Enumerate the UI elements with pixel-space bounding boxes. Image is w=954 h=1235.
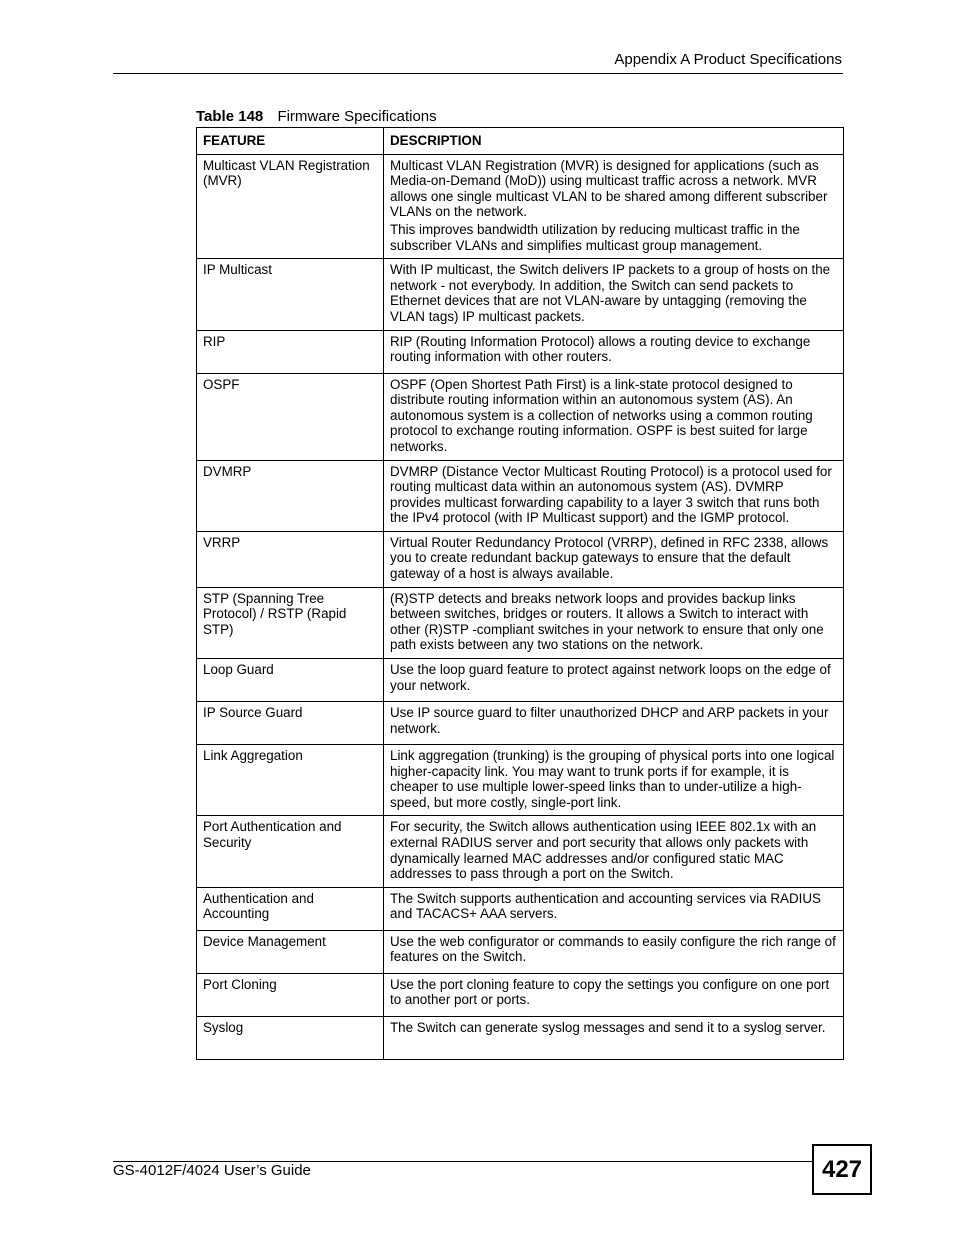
description-cell xyxy=(384,460,844,531)
description-cell xyxy=(384,373,844,460)
table-body xyxy=(197,154,844,1059)
feature-cell: Syslog xyxy=(197,1016,384,1059)
table-row xyxy=(197,745,844,816)
description-cell xyxy=(384,887,844,930)
description-cell xyxy=(384,1016,844,1059)
description-cell xyxy=(384,330,844,373)
table-row xyxy=(197,659,844,702)
feature-cell: STP (Spanning Tree Protocol) / RSTP (Rapid STP) xyxy=(197,587,384,658)
feature-cell: Port Cloning xyxy=(197,973,384,1016)
feature-cell: IP Multicast xyxy=(197,259,384,330)
description-paragraph: Link aggregation (trunking) is the grouping of physical ports into one logical higher-capacity link. You may want to trunk ports if for example, it is cheaper to use multiple lower-speed links than to under-utilize a high-speed, but more costly, single-port link. xyxy=(390,748,835,810)
description-paragraph: Use the web configurator or commands to easily configure the rich range of features on the Switch. xyxy=(390,933,836,965)
guide-title: GS-4012F/4024 User’s Guide xyxy=(113,1162,311,1179)
description-cell xyxy=(384,745,844,816)
running-header: Appendix A Product Specifications xyxy=(614,51,842,68)
table-row xyxy=(197,531,844,587)
table-row xyxy=(197,460,844,531)
feature-cell: IP Source Guard xyxy=(197,702,384,745)
feature-cell: Link Aggregation xyxy=(197,745,384,816)
table-row xyxy=(197,702,844,745)
table-row xyxy=(197,330,844,373)
description-cell xyxy=(384,702,844,745)
description-paragraph: (R)STP detects and breaks network loops and provides backup links between switches, bridges or routers. It allows a Switch to interact with other (R)STP -compliant switches in your network to ensure that only one path exists between any two stations on the network. xyxy=(390,590,824,653)
table-row xyxy=(197,259,844,330)
feature-cell: RIP xyxy=(197,330,384,373)
description-cell xyxy=(384,973,844,1016)
description-cell xyxy=(384,816,844,887)
feature-cell: OSPF xyxy=(197,373,384,460)
column-header-description: DESCRIPTION xyxy=(384,128,844,155)
description-cell xyxy=(384,531,844,587)
description-cell xyxy=(384,154,844,259)
table-caption-number: Table 148 xyxy=(196,108,264,125)
table-row xyxy=(197,930,844,973)
description-cell xyxy=(384,587,844,658)
description-paragraph: With IP multicast, the Switch delivers IP packets to a group of hosts on the network - not everybody. In addition, the Switch can send packets to Ethernet devices that are not VLAN-aware by untagging (removing the VLAN tags) IP multicast packets. xyxy=(390,262,831,324)
description-paragraph: Use the loop guard feature to protect against network loops on the edge of your network. xyxy=(390,662,831,693)
feature-cell: Port Authentication and Security xyxy=(197,816,384,887)
table-row xyxy=(197,1016,844,1059)
feature-cell: Loop Guard xyxy=(197,659,384,702)
firmware-spec-table xyxy=(196,127,844,1060)
feature-cell: VRRP xyxy=(197,531,384,587)
description-paragraph: This improves bandwidth utilization by reducing multicast traffic in the subscriber VLANs and simplifies multicast group management. xyxy=(390,221,800,253)
table-row xyxy=(197,587,844,658)
description-paragraph: Virtual Router Redundancy Protocol (VRRP), defined in RFC 2338, allows you to create redundant backup gateways to ensure that the default gateway of a host is always available. xyxy=(390,534,829,582)
table-row xyxy=(197,887,844,930)
description-paragraph: Use IP source guard to filter unauthorized DHCP and ARP packets in your network. xyxy=(390,705,829,736)
description-paragraph: The Switch can generate syslog messages and send it to a syslog server. xyxy=(390,1019,826,1035)
table-header-row xyxy=(197,128,844,155)
feature-cell: Device Management xyxy=(197,930,384,973)
page-number: 427 xyxy=(812,1144,872,1195)
description-paragraph: Multicast VLAN Registration (MVR) is designed for applications (such as Media-on-Demand (MoD)) using multicast traffic across a network. MVR allows one single multicast VLAN to be shared among different subscriber VLANs on the network. xyxy=(390,157,828,220)
table-caption-title: Firmware Specifications xyxy=(277,108,437,125)
table-row xyxy=(197,973,844,1016)
table-row xyxy=(197,373,844,460)
description-paragraph: The Switch supports authentication and accounting services via RADIUS and TACACS+ AAA servers. xyxy=(390,890,821,922)
feature-cell: Multicast VLAN Registration (MVR) xyxy=(197,154,384,259)
feature-cell: Authentication and Accounting xyxy=(197,887,384,930)
description-paragraph: For security, the Switch allows authentication using IEEE 802.1x with an external RADIUS server and port security that allows only packets with dynamically learned MAC addresses and/or configured static MAC addresses to pass through a port on the Switch. xyxy=(390,819,817,882)
description-cell xyxy=(384,659,844,702)
description-paragraph: RIP (Routing Information Protocol) allows a routing device to exchange routing information with other routers. xyxy=(390,333,811,365)
table-caption xyxy=(196,108,437,125)
header-rule xyxy=(113,73,843,74)
feature-cell: DVMRP xyxy=(197,460,384,531)
description-paragraph: DVMRP (Distance Vector Multicast Routing Protocol) is a protocol used for routing multicast data within an autonomous system (AS). DVMRP provides multicast forwarding capability to a layer 3 switch that runs both the IPv4 protocol (with IP Multicast support) and the IGMP protocol. xyxy=(390,463,832,526)
description-paragraph: OSPF (Open Shortest Path First) is a link-state protocol designed to distribute routing information within an autonomous system (AS). An autonomous system is a collection of networks using a common routing protocol to exchange routing information. OSPF is best suited for large networks. xyxy=(390,376,813,454)
description-cell xyxy=(384,259,844,330)
column-header-feature: FEATURE xyxy=(197,128,384,155)
table-row xyxy=(197,816,844,887)
description-paragraph: Use the port cloning feature to copy the settings you configure on one port to another port or ports. xyxy=(390,976,830,1008)
description-cell xyxy=(384,930,844,973)
table-row xyxy=(197,154,844,259)
